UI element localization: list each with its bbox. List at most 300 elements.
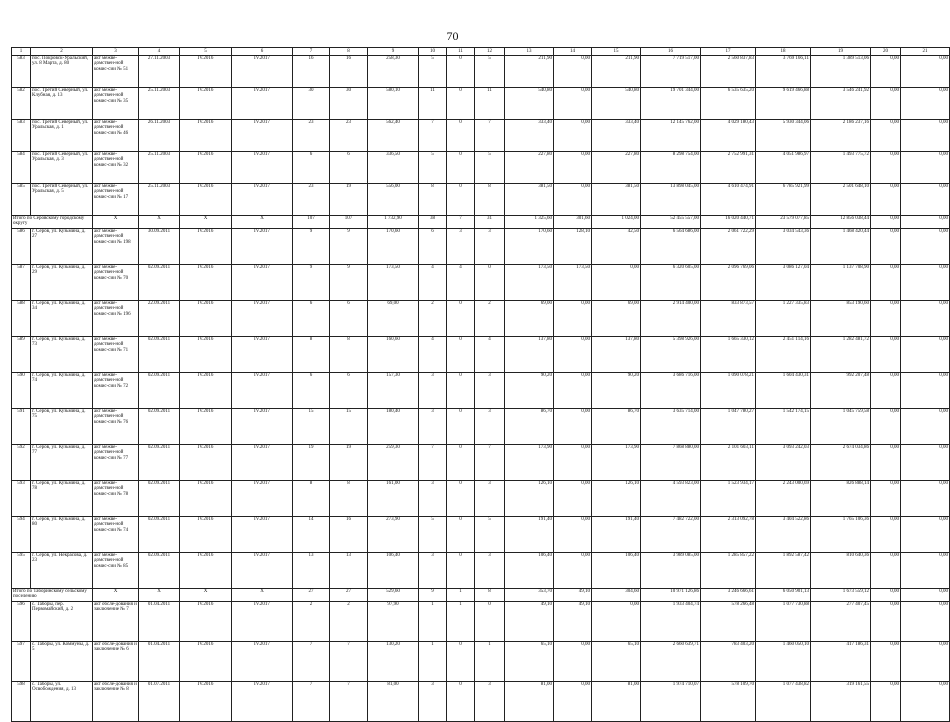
row-value-c19: 826 888,14 [811,481,871,517]
row-value-c11: 0 [447,409,475,445]
row-value-c9: 106,40 [368,553,419,589]
row-value-c17: 578 109,70 [701,682,756,722]
table-row [12,120,950,152]
row-value-c19: 1 045 759,58 [811,409,871,445]
row-value-c18: 1 542 174,15 [756,409,811,445]
row-document-date: 02.09.2011 [139,481,180,517]
row-value-c18: 1 077 438,82 [756,682,811,722]
row-value-c14: 0,00 [554,152,592,184]
row-value-c15: 0,00 [592,602,641,642]
subtotal-value-c8: 107 [330,216,368,229]
subtotal-value-c9: 1 732,90 [368,216,419,229]
row-value-c17: 2 096 769,06 [701,265,756,301]
row-number: 587 [12,265,31,301]
row-value-c7: 13 [293,553,330,589]
row-value-c15: 90,20 [592,373,641,409]
row-value-c11: 0 [447,517,475,553]
row-value-c18: 3 404 522,86 [756,517,811,553]
row-value-c10: 3 [419,481,447,517]
row-value-c5: IV.2016 [180,56,232,88]
row-value-c6: IV.2017 [232,373,293,409]
row-value-c11: 0 [447,682,475,722]
row-address: г. Серов, ул. Некрасова, д. 23 [31,553,93,589]
row-value-c12: 3 [475,373,505,409]
subtotal-date: X [139,589,180,602]
row-value-c18: 1 604 430,31 [756,373,811,409]
row-number: 589 [12,337,31,373]
row-number: 594 [12,517,31,553]
row-value-c5: IV.2016 [180,553,232,589]
row-value-c10: 8 [419,184,447,216]
table-row [12,337,950,373]
row-value-c15: 69,00 [592,301,641,337]
row-value-c18: 5 930 344,06 [756,120,811,152]
row-value-c13: 333,40 [505,120,554,152]
row-number: 596 [12,602,31,642]
column-number: 10 [419,48,447,56]
row-address: г. Серов, ул. Кузьмина, д. 77 [31,445,93,481]
row-value-c11: 0 [447,152,475,184]
subtotal-value-c21: 0,00 [901,216,950,229]
row-value-c19: 2 501 648,10 [811,184,871,216]
row-value-c14: 0,00 [554,517,592,553]
row-document: акт межве-домствен-ной комис-сии № 46 [93,120,139,152]
row-document: акт межве-домствен-ной комис-сии № 76 [93,409,139,445]
row-value-c9: 336,50 [368,152,419,184]
column-number: 1 [12,48,31,56]
row-value-c5: IV.2016 [180,445,232,481]
row-value-c21: 0,00 [901,152,950,184]
row-value-c17: 1 090 078,21 [701,373,756,409]
row-value-c9: 562,40 [368,120,419,152]
row-value-c14: 0,00 [554,56,592,88]
table-row [12,229,950,265]
column-number: 20 [871,48,901,56]
row-value-c6: IV.2017 [232,642,293,682]
column-number: 8 [330,48,368,56]
row-value-c17: 783 403,20 [701,642,756,682]
row-value-c21: 0,00 [901,373,950,409]
page-number: 70 [446,29,459,43]
row-value-c6: IV.2017 [232,445,293,481]
row-value-c16: 7 482 722,00 [641,517,701,553]
row-value-c16: 4 593 823,00 [641,481,701,517]
subtotal-row [12,216,950,229]
row-value-c16: 12 145 762,00 [641,120,701,152]
row-document-date: 02.09.2011 [139,337,180,373]
row-value-c12: 3 [475,481,505,517]
row-value-c15: 81,00 [592,682,641,722]
subtotal-value-c12: 31 [475,216,505,229]
table-row [12,481,950,517]
subtotal-value-c17: 16 020 440,71 [701,216,756,229]
row-document: акт межве-домствен-ной комис-сии № 77 [93,445,139,481]
row-value-c7: 15 [293,409,330,445]
row-value-c13: 211,90 [505,56,554,88]
row-value-c20: 0,00 [871,229,901,265]
row-value-c10: 4 [419,337,447,373]
row-address: г. Серов, ул. Кузьмина, д. 34 [31,301,93,337]
row-document-date: 26.11.2003 [139,120,180,152]
row-value-c21: 0,00 [901,88,950,120]
row-value-c12: 8 [475,184,505,216]
row-value-c13: 540,80 [505,88,554,120]
row-value-c16: 1 933 404,74 [641,602,701,642]
row-value-c10: 3 [419,553,447,589]
row-value-c20: 0,00 [871,445,901,481]
row-value-c7: 30 [293,88,330,120]
row-value-c19: 1 493 775,72 [811,152,871,184]
row-value-c13: 137,80 [505,337,554,373]
row-value-c6: IV.2017 [232,152,293,184]
subtotal-value-c8: 27 [330,589,368,602]
row-value-c12: 1 [475,642,505,682]
row-value-c18: 3 769 166,11 [756,56,811,88]
row-value-c19: 1 765 106,36 [811,517,871,553]
row-value-c15: 126,10 [592,481,641,517]
row-value-c17: 2 061 722,29 [701,229,756,265]
table-row [12,445,950,481]
table-body [12,48,950,722]
row-document-date: 30.09.2011 [139,229,180,265]
row-value-c13: 65,10 [505,642,554,682]
row-value-c5: IV.2016 [180,481,232,517]
row-value-c20: 0,00 [871,517,901,553]
row-value-c13: 86,70 [505,409,554,445]
subtotal-value-c21: 0,00 [901,589,950,602]
row-value-c9: 173,50 [368,265,419,301]
row-value-c19: 417 186,31 [811,642,871,682]
row-value-c8: 9 [330,265,368,301]
row-value-c18: 4 051 986,97 [756,152,811,184]
row-value-c9: 556,00 [368,184,419,216]
row-value-c17: 1 285 857,22 [701,553,756,589]
row-value-c8: 19 [330,184,368,216]
row-value-c6: IV.2017 [232,88,293,120]
row-document: акт межве-домствен-ной комис-сии № 74 [93,517,139,553]
column-number: 3 [93,48,139,56]
row-document: акт межве-домствен-ной комис-сии № 196 [93,301,139,337]
table-row [12,88,950,120]
row-value-c11: 0 [447,184,475,216]
row-value-c7: 2 [293,602,330,642]
row-value-c16: 7 719 517,00 [641,56,701,88]
row-value-c16: 13 898 045,00 [641,184,701,216]
row-value-c18: 3 034 543,36 [756,229,811,265]
row-value-c17: 1 047 780,27 [701,409,756,445]
table-row [12,265,950,301]
row-value-c5: IV.2016 [180,120,232,152]
row-value-c21: 0,00 [901,553,950,589]
row-value-c7: 6 [293,152,330,184]
row-value-c6: IV.2017 [232,184,293,216]
row-value-c7: 6 [293,373,330,409]
row-value-c16: 2 660 639,71 [641,642,701,682]
row-value-c20: 0,00 [871,301,901,337]
row-value-c18: 2 243 000,69 [756,481,811,517]
row-value-c10: 11 [419,88,447,120]
row-address: с. Таборы, пер. Первомайский, д. 2 [31,602,93,642]
row-value-c7: 9 [293,265,330,301]
column-number: 6 [232,48,293,56]
row-value-c20: 0,00 [871,265,901,301]
row-address: пос. Покровск-Уральский, ул. 8 Марта, д. 80 [31,56,93,88]
row-value-c13: 81,00 [505,682,554,722]
row-value-c12: 2 [475,301,505,337]
subtotal-value-c7: 107 [293,216,330,229]
row-number: 585 [12,184,31,216]
row-value-c11: 0 [447,301,475,337]
row-value-c17: 4 610 474,91 [701,184,756,216]
row-value-c8: 2 [330,602,368,642]
row-address: пос. Третий Северный, ул. Уральская, д. 1 [31,120,93,152]
row-document-date: 02.09.2011 [139,553,180,589]
row-value-c9: 273,90 [368,517,419,553]
row-number: 595 [12,553,31,589]
row-value-c20: 0,00 [871,120,901,152]
row-value-c21: 0,00 [901,682,950,722]
subtotal-value-c10: 38 [419,216,447,229]
column-number: 2 [31,48,93,56]
column-number: 13 [505,48,554,56]
row-value-c17: 1 523 934,17 [701,481,756,517]
row-value-c5: IV.2016 [180,152,232,184]
row-value-c12: 4 [475,337,505,373]
subtotal-value-c15: 1 024,00 [592,216,641,229]
row-value-c16: 7 868 880,00 [641,445,701,481]
row-value-c14: 0,00 [554,642,592,682]
column-number: 9 [368,48,419,56]
row-value-c5: IV.2016 [180,409,232,445]
row-address: г. Серов, ул. Кузьмина, д. 29 [31,265,93,301]
row-value-c16: 3 686 716,00 [641,373,701,409]
row-address: г. Серов, ул. Кузьмина, д. 80 [31,517,93,553]
row-document: акт межве-домствен-ной комис-сии № 35 [93,88,139,120]
row-value-c12: 0 [475,602,505,642]
row-value-c21: 0,00 [901,409,950,445]
row-document-date: 02.09.2011 [139,445,180,481]
row-value-c6: IV.2017 [232,120,293,152]
row-value-c5: IV.2016 [180,229,232,265]
row-value-c6: IV.2017 [232,56,293,88]
column-number: 5 [180,48,232,56]
row-document-date: 25.11.2003 [139,88,180,120]
row-document-date: 27.11.2003 [139,56,180,88]
row-value-c13: 126,10 [505,481,554,517]
row-value-c14: 0,00 [554,120,592,152]
row-value-c19: 810 640,36 [811,553,871,589]
row-value-c12: 3 [475,682,505,722]
row-value-c12: 7 [475,445,505,481]
row-value-c14: 0,00 [554,88,592,120]
row-document: акт межве-домствен-ной комис-сии № 71 [93,337,139,373]
row-value-c8: 13 [330,553,368,589]
subtotal-value-c17: 3 246 666,61 [701,589,756,602]
row-address: с. Таборы, ул. Освобождения, д. 13 [31,682,93,722]
row-value-c7: 9 [293,229,330,265]
subtotal-value-c16: 10 971 126,86 [641,589,701,602]
row-value-c5: IV.2016 [180,301,232,337]
row-value-c12: 3 [475,229,505,265]
row-value-c9: 170,60 [368,229,419,265]
row-value-c14: 0,00 [554,553,592,589]
row-value-c13: 381,50 [505,184,554,216]
row-value-c15: 137,80 [592,337,641,373]
row-value-c11: 0 [447,56,475,88]
column-number: 16 [641,48,701,56]
subtotal-document: X [93,589,139,602]
row-number: 583 [12,56,31,88]
row-value-c5: IV.2016 [180,602,232,642]
subtotal-label: Итого по Таборинскому сельскому поселению [12,589,93,602]
row-value-c6: IV.2017 [232,553,293,589]
row-document: акт межве-домствен-ной комис-сии № 72 [93,373,139,409]
row-value-c8: 9 [330,229,368,265]
row-value-c5: IV.2016 [180,642,232,682]
row-value-c7: 6 [293,301,330,337]
row-value-c14: 49,10 [554,602,592,642]
column-number: 15 [592,48,641,56]
row-value-c19: 1 282 481,72 [811,337,871,373]
row-value-c19: 992 207,48 [811,373,871,409]
row-number: 592 [12,445,31,481]
row-value-c14: 0,00 [554,373,592,409]
row-document: акт межве-домствен-ной комис-сии № 198 [93,229,139,265]
row-value-c6: IV.2017 [232,301,293,337]
row-value-c8: 30 [330,88,368,120]
row-value-c11: 0 [447,373,475,409]
row-value-c10: 1 [419,642,447,682]
subtotal-value-c20: 0,00 [871,216,901,229]
row-value-c6: IV.2017 [232,409,293,445]
row-value-c14: 173,50 [554,265,592,301]
row-value-c20: 0,00 [871,553,901,589]
row-value-c13: 90,20 [505,373,554,409]
row-number: 588 [12,301,31,337]
row-value-c15: 227,80 [592,152,641,184]
row-address: г. Серов, ул. Кузьмина, д. 74 [31,373,93,409]
row-value-c19: 1 137 708,90 [811,265,871,301]
row-value-c6: IV.2017 [232,517,293,553]
column-number: 4 [139,48,180,56]
row-value-c16: 8 298 754,00 [641,152,701,184]
row-value-c6: IV.2017 [232,337,293,373]
row-value-c20: 0,00 [871,56,901,88]
row-value-c21: 0,00 [901,517,950,553]
row-value-c17: 2 313 092,78 [701,517,756,553]
row-document-date: 22.09.2011 [139,301,180,337]
row-value-c14: 0,00 [554,409,592,445]
row-value-c7: 23 [293,184,330,216]
subtotal-value-c5: X [180,589,232,602]
row-document-date: 25.11.2003 [139,152,180,184]
row-document: акт обсле-дования и заключение № 7 [93,602,139,642]
row-value-c10: 1 [419,602,447,642]
row-document: акт межве-домствен-ной комис-сии № 32 [93,152,139,184]
row-value-c15: 211,90 [592,56,641,88]
row-value-c20: 0,00 [871,409,901,445]
row-document: акт межве-домствен-ной комис-сии № 70 [93,265,139,301]
row-value-c6: IV.2017 [232,602,293,642]
row-value-c11: 0 [447,642,475,682]
row-value-c19: 2 674 034,86 [811,445,871,481]
subtotal-value-c6: X [232,589,293,602]
row-number: 583 [12,120,31,152]
row-value-c16: 6 564 686,00 [641,229,701,265]
row-value-c20: 0,00 [871,373,901,409]
row-number: 586 [12,229,31,265]
row-value-c19: 3 546 241,92 [811,88,871,120]
row-value-c9: 580,10 [368,88,419,120]
row-value-c11: 1 [447,602,475,642]
row-document: акт межве-домствен-ной комис-сии № 78 [93,481,139,517]
row-value-c17: 6 535 635,20 [701,88,756,120]
row-address: г. Серов, ул. Кузьмина, д. 78 [31,481,93,517]
row-value-c21: 0,00 [901,56,950,88]
row-value-c16: 2 914 400,00 [641,301,701,337]
row-value-c11: 0 [447,481,475,517]
row-value-c6: IV.2017 [232,682,293,722]
row-value-c7: 7 [293,642,330,682]
row-value-c13: 227,80 [505,152,554,184]
column-number: 19 [811,48,871,56]
row-value-c18: 6 785 921,99 [756,184,811,216]
row-value-c10: 3 [419,373,447,409]
row-document: акт обсле-дования и заключение № 6 [93,642,139,682]
row-value-c11: 4 [447,265,475,301]
row-value-c21: 0,00 [901,445,950,481]
row-value-c16: 3 635 714,00 [641,409,701,445]
row-value-c20: 0,00 [871,337,901,373]
row-value-c16: 6 320 605,00 [641,265,701,301]
subtotal-row [12,589,950,602]
row-value-c10: 7 [419,120,447,152]
row-value-c14: 0,00 [554,682,592,722]
row-value-c21: 0,00 [901,337,950,373]
subtotal-value-c11: 7 [447,216,475,229]
subtotal-value-c18: 23 579 077,85 [756,216,811,229]
table-row [12,642,950,682]
row-value-c15: 333,40 [592,120,641,152]
row-value-c5: IV.2016 [180,337,232,373]
row-value-c20: 0,00 [871,682,901,722]
row-value-c12: 0 [475,265,505,301]
row-value-c5: IV.2016 [180,265,232,301]
row-value-c5: IV.2016 [180,184,232,216]
row-document-date: 02.09.2011 [139,409,180,445]
column-number: 7 [293,48,330,56]
row-value-c13: 170,60 [505,229,554,265]
row-document: акт межве-домствен-ной комис-сии № 51 [93,56,139,88]
row-document: акт межве-домствен-ной комис-сии № 85 [93,553,139,589]
row-number: 598 [12,682,31,722]
row-document-date: 02.09.2011 [139,373,180,409]
row-value-c18: 1 077 730,88 [756,602,811,642]
row-value-c14: 0,00 [554,481,592,517]
row-value-c7: 8 [293,481,330,517]
row-document-date: 25.11.2003 [139,184,180,216]
row-value-c18: 2 451 114,16 [756,337,811,373]
subtotal-document: X [93,216,139,229]
row-value-c11: 0 [447,445,475,481]
row-address: пос. Третий Северный, ул. Уральская, д. 5 [31,184,93,216]
row-address: пос. Третий Северный, ул. Клубная, д. 13 [31,88,93,120]
row-value-c15: 65,10 [592,642,641,682]
row-value-c16: 5 398 926,00 [641,337,701,373]
row-value-c6: IV.2017 [232,265,293,301]
row-value-c7: 7 [293,682,330,722]
row-value-c17: 1 665 330,12 [701,337,756,373]
